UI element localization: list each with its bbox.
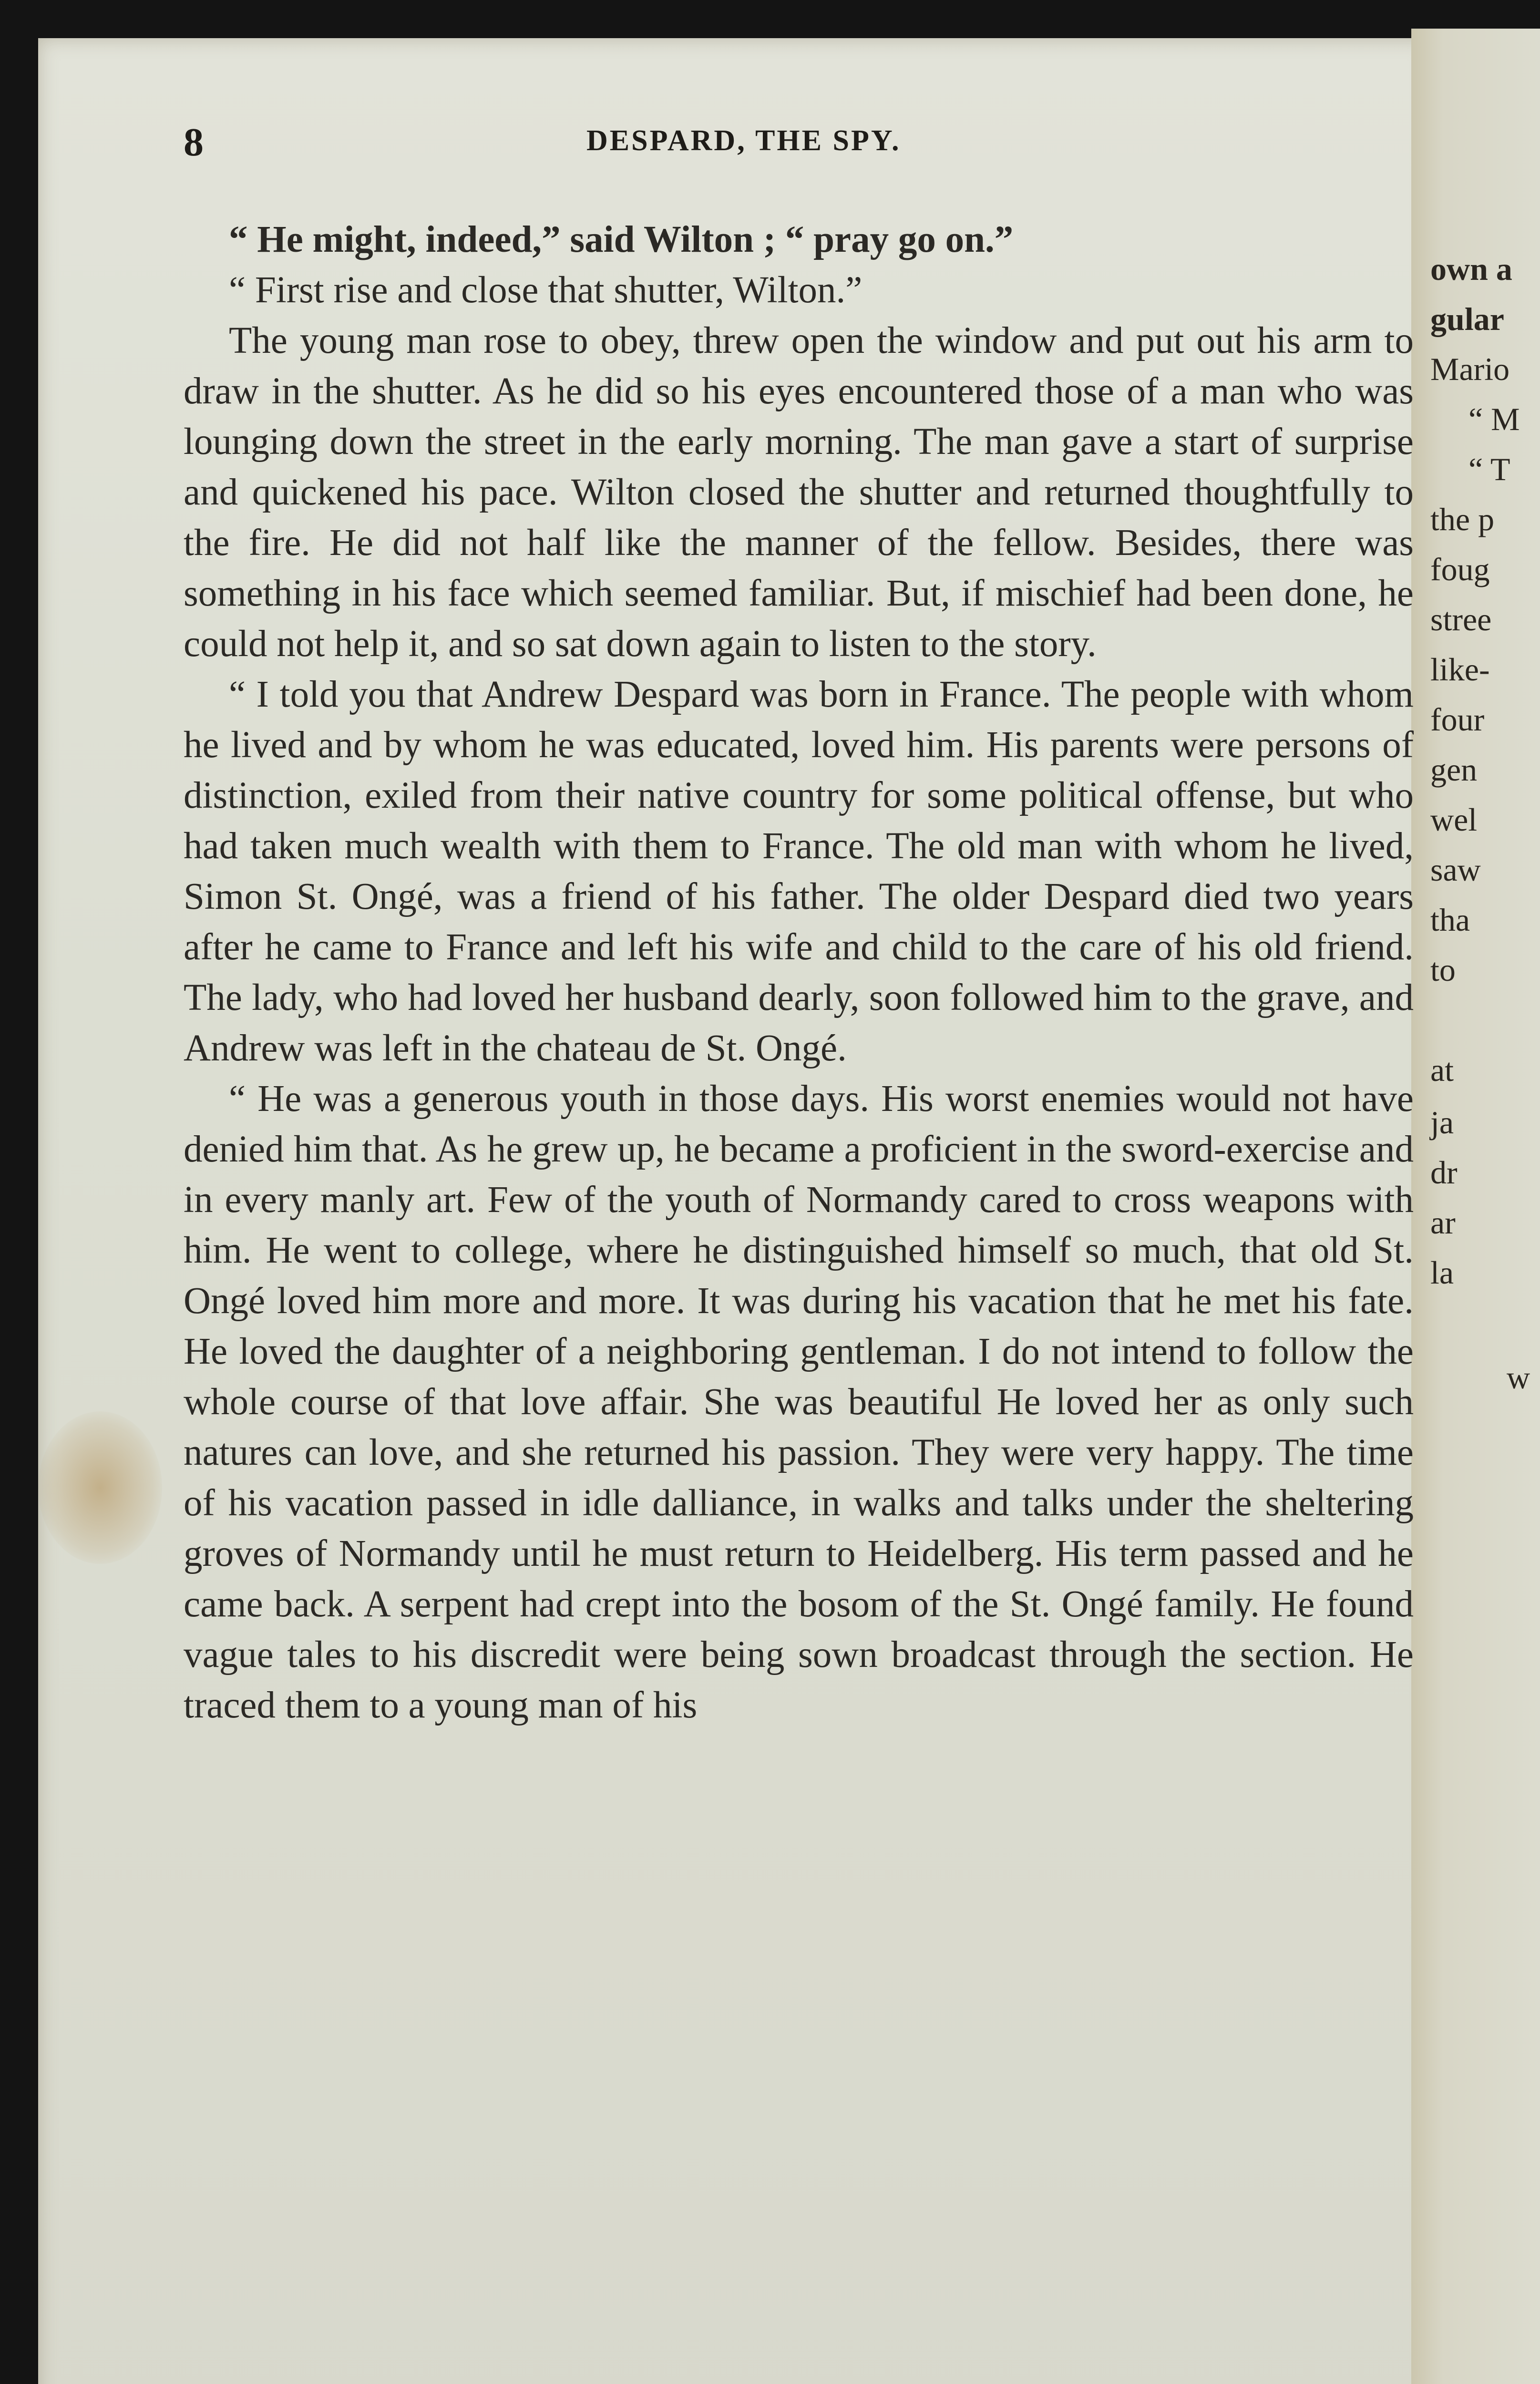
facing-page-fragment: stree [1430,601,1492,637]
facing-page-fragment: Mario [1430,351,1510,387]
facing-page-fragment: to [1430,952,1456,988]
facing-page-fragment: wel [1430,802,1478,838]
paragraph: “ He might, indeed,” said Wilton ; “ pray go on.” [229,219,1014,260]
facing-page-fragment: la [1430,1254,1454,1291]
facing-page-fragment: own a [1430,251,1512,287]
paper-stain [38,1411,162,1564]
page-number: 8 [184,120,204,164]
paragraph: The young man rose to obey, threw open the window and put out his arm to draw in the shutter. As he did so his eyes encountered those of a man who was lounging down the street in the early morning. The man gave a start of surprise and quickened his pace. Wilton closed the shutter and returned thoughtfully to the fire. He did not half like the manner of the fellow. Besides, there was something in his face which seemed familiar. But, if mischief had been done, he could not help it, and so sat down again to listen to the story. [184,320,1414,665]
facing-page-fragment: foug [1430,551,1490,587]
facing-page-fragment: “ M [1468,401,1520,437]
facing-page-fragment: ja [1430,1104,1454,1141]
facing-page-fragment: ar [1430,1204,1456,1241]
facing-page-fragment: dr [1430,1154,1458,1191]
facing-page-fragment: “ T [1468,451,1510,487]
facing-page-fragment: tha [1430,902,1470,938]
facing-page-fragment: saw [1430,852,1481,888]
facing-page-fragment: the p [1430,501,1495,537]
paragraph: “ He was a generous youth in those days. His worst enemies would not have denied him that. As he grew up, he became a proficient in the sword-exercise and in every manly art. Few of the youth of Normandy cared to cross weapons with him. He went to college, where he distinguished himself so much, that old St. Ongé loved him more and more. It was during his vacation that he met his fate. He loved the daughter of a neighboring gentleman. I do not intend to follow the whole course of that love affair. She was beautiful He loved her as only such natures can love, and she returned his passion. They were very happy. The time of his vacation passed in idle dalliance, in walks and talks under the sheltering groves of Normandy until he must return to Heidelberg. His term passed and he came back. A serpent had crept into the bosom of the St. Ongé family. He found vague tales to his discredit were being sown broadcast through the section. He traced them to a young man of his [184,1078,1414,1726]
facing-page-fragment: gen [1430,751,1478,788]
facing-page-edge [1411,29,1540,2384]
facing-page-fragment: four [1430,701,1485,738]
facing-page-fragment: w [1507,1359,1530,1396]
paragraph: “ I told you that Andrew Despard was born in France. The people with whom he lived and by whom he was educated, loved him. His parents were persons of distinction, exiled from their native country for some political offense, but who had taken much wealth with them to France. The old man with whom he lived, Simon St. Ongé, was a friend of his father. The older Despard died two years after he came to France and left his wife and child to the care of his old friend. The lady, who had loved her husband dearly, soon followed him to the grave, and Andrew was left in the chateau de St. Ongé. [184,674,1414,1069]
facing-page-fragment: like- [1430,651,1490,688]
facing-page-fragment: gular [1430,301,1504,337]
running-head: DESPARD, THE SPY. [586,124,901,157]
facing-page-fragment: at [1430,1052,1454,1088]
paragraph: “ First rise and close that shutter, Wilton.” [229,269,862,311]
body-text [184,215,1414,1731]
